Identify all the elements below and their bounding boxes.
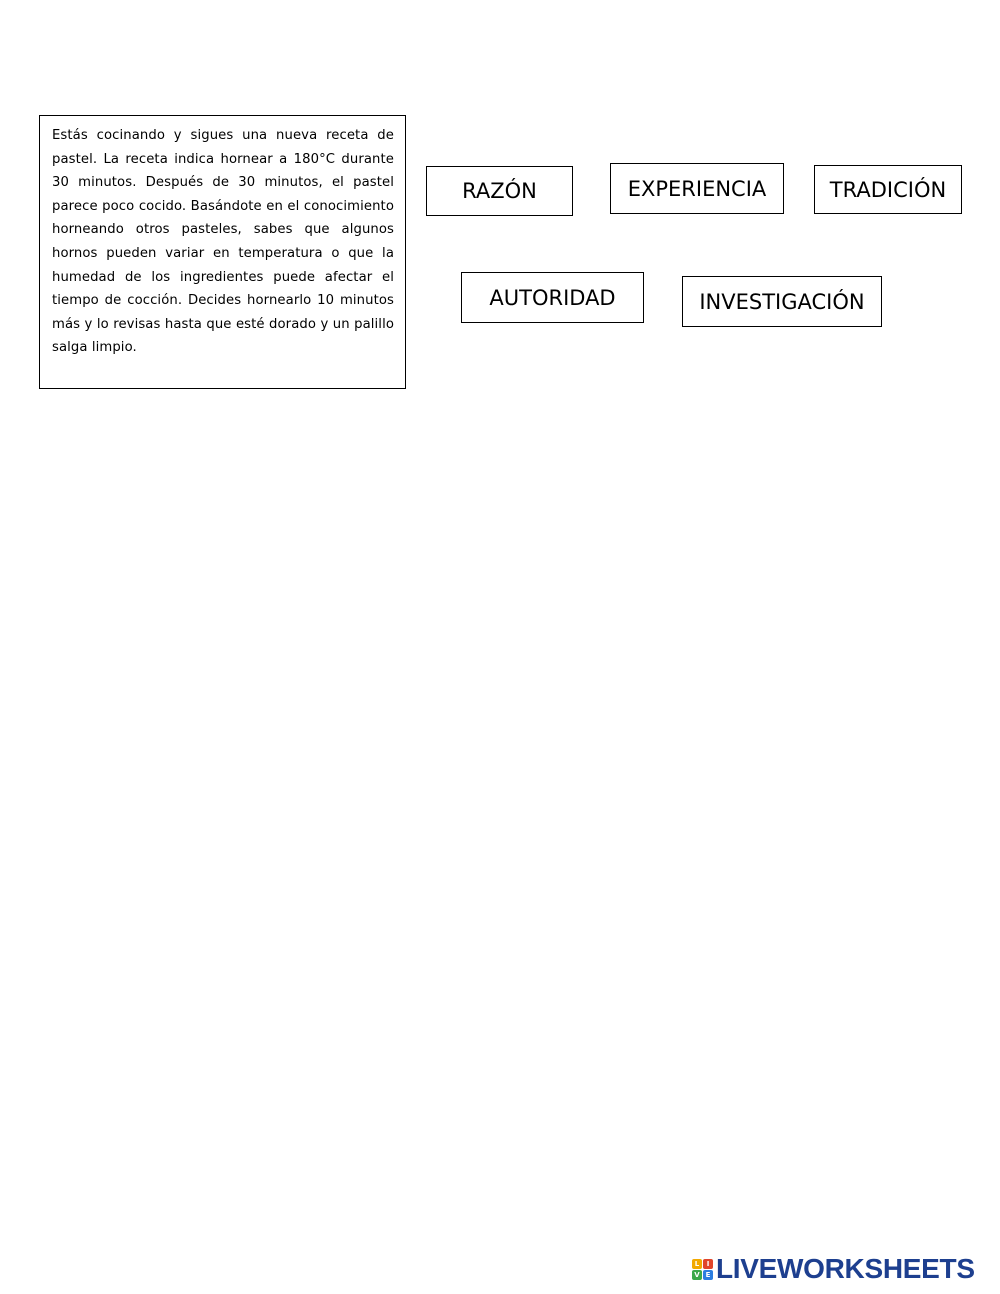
scenario-text: Estás cocinando y sigues una nueva receta de pastel. La receta indica hornear a 180°C durante 30 minutos. Después de 30 minutos, el pastel parece poco cocido. Basándote en el conocimiento horneando otros pasteles, sabes que algunos hornos pueden variar en temperatura o que la humedad de los ingredientes puede afectar el tiempo de cocción. Decides hornearlo 10 minutos más y lo revisas hasta que esté dorado y un palillo salga limpio.: [52, 128, 394, 356]
option-razon-label: RAZÓN: [462, 179, 537, 203]
logo-mark-v: V: [692, 1270, 702, 1280]
option-autoridad-label: AUTORIDAD: [489, 285, 616, 310]
liveworksheets-logo: [692, 1253, 992, 1285]
option-tradicion-label: TRADICIÓN: [829, 177, 947, 202]
option-experiencia-label: EXPERIENCIA: [627, 176, 767, 201]
option-experiencia[interactable]: [610, 163, 784, 214]
option-investigacion-label: INVESTIGACIÓN: [699, 289, 865, 314]
option-tradicion[interactable]: [814, 165, 962, 214]
logo-mark-i: I: [703, 1259, 713, 1269]
scenario-text-box: [39, 115, 406, 389]
logo-mark-e: E: [703, 1270, 713, 1280]
logo-text: LIVEWORKSHEETS: [716, 1253, 975, 1284]
option-investigacion[interactable]: [682, 276, 882, 327]
option-razon[interactable]: [426, 166, 573, 216]
logo-mark-l: L: [692, 1259, 702, 1269]
option-autoridad[interactable]: [461, 272, 644, 323]
liveworksheets-logo-icon: [692, 1259, 713, 1280]
